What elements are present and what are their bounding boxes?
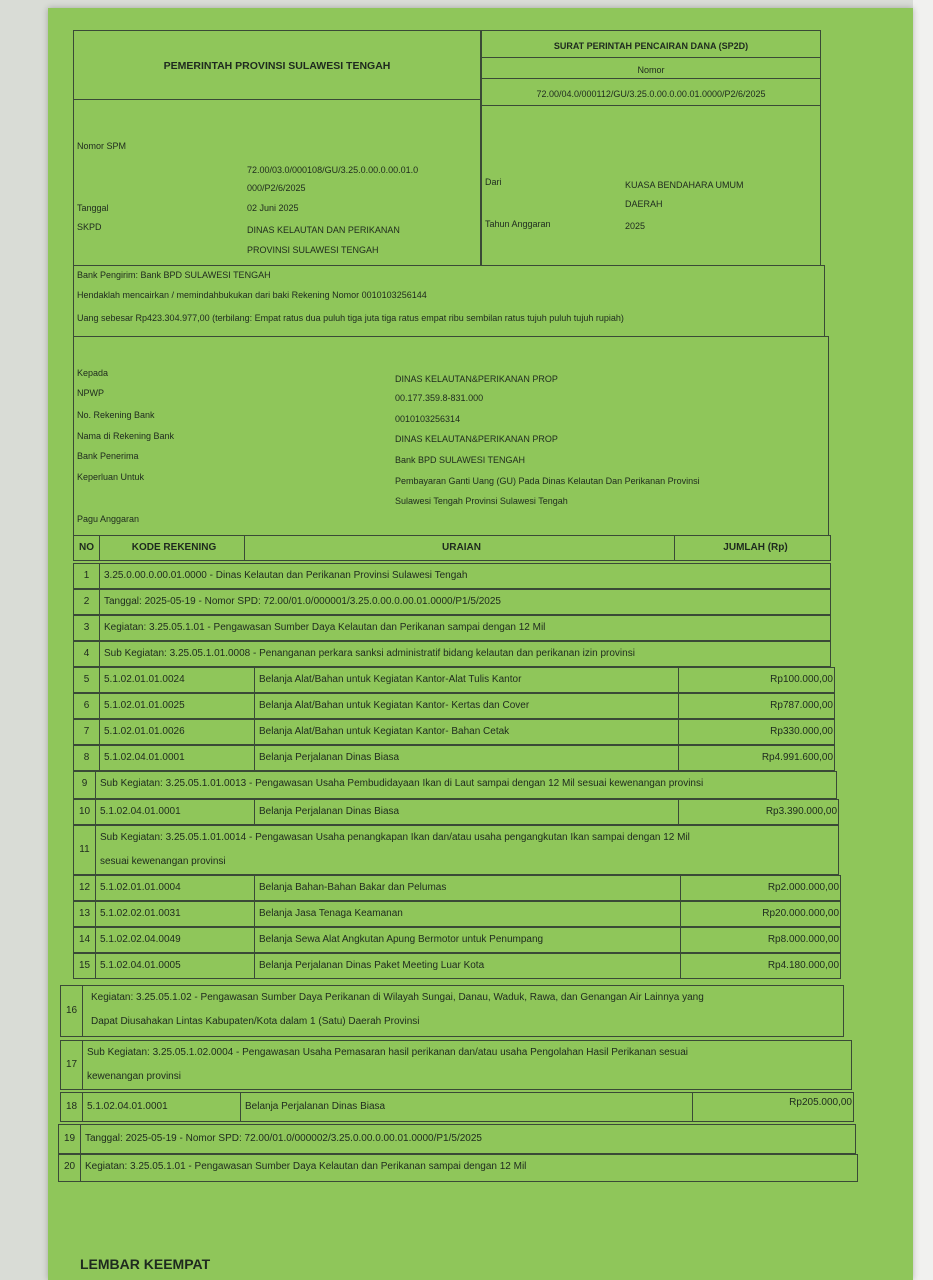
row-text-line1: Sub Kegiatan: 3.25.05.1.02.0004 - Pengawasan Usaha Pemasaran hasil perikanan dan/atau usaha Pengolahan Hasil Perikanan sesuai <box>87 1047 688 1058</box>
row-no: 20 <box>59 1155 81 1181</box>
row-jumlah: Rp2.000.000,00 <box>767 882 839 893</box>
row-uraian: Belanja Alat/Bahan untuk Kegiatan Kantor-Alat Tulis Kantor <box>255 668 679 692</box>
npwp-value: 00.177.359.8-831.000 <box>395 393 484 403</box>
skpd-value-2: PROVINSI SULAWESI TENGAH <box>247 245 379 255</box>
row-no: 10 <box>74 800 96 824</box>
row-text: Kegiatan: 3.25.05.1.01 - Pengawasan Sumber Daya Kelautan dan Perikanan sampai dengan 12 Mil <box>85 1161 527 1172</box>
row-no: 11 <box>74 826 96 874</box>
row-jumlah: Rp4.180.000,00 <box>767 960 839 971</box>
row-uraian: Belanja Perjalanan Dinas Biasa <box>241 1093 693 1121</box>
uang-sebesar: Uang sebesar Rp423.304.977,00 (terbilang: Empat ratus dua puluh tiga juta tiga ratus empat ribu sembilan ratus tujuh puluh tujuh rupiah) <box>77 313 624 323</box>
row-uraian: Belanja Bahan-Bahan Bakar dan Pelumas <box>255 876 681 900</box>
row-jumlah: Rp3.390.000,00 <box>765 806 837 817</box>
row-no: 14 <box>74 928 96 952</box>
row-jumlah: Rp4.991.600,00 <box>761 752 833 763</box>
row-jumlah: Rp787.000,00 <box>770 700 833 711</box>
row-text: Tanggal: 2025-05-19 - Nomor SPD: 72.00/01.0/000001/3.25.0.00.0.00.01.0000/P1/5/2025 <box>104 596 501 607</box>
row-uraian: Belanja Jasa Tenaga Keamanan <box>255 902 681 926</box>
row-kode: 5.1.02.01.01.0026 <box>100 720 255 744</box>
row-kode: 5.1.02.01.01.0025 <box>100 694 255 718</box>
dari-value-1: KUASA BENDAHARA UMUM <box>625 180 744 190</box>
row-no: 13 <box>74 902 96 926</box>
norek-label: No. Rekening Bank <box>77 410 155 420</box>
row-text-line2: kewenangan provinsi <box>87 1071 181 1082</box>
nama-rek-label: Nama di Rekening Bank <box>77 431 175 441</box>
kepada-value: DINAS KELAUTAN&PERIKANAN PROP <box>395 374 558 384</box>
tanggal-value: 02 Juni 2025 <box>247 203 299 213</box>
row-kode: 5.1.02.01.01.0004 <box>96 876 255 900</box>
row-text: Kegiatan: 3.25.05.1.01 - Pengawasan Sumber Daya Kelautan dan Perikanan sampai dengan 12 Mil <box>104 622 546 633</box>
row-kode: 5.1.02.02.01.0031 <box>96 902 255 926</box>
row-uraian: Belanja Alat/Bahan untuk Kegiatan Kantor- Bahan Cetak <box>255 720 679 744</box>
skpd-label: SKPD <box>77 222 102 232</box>
row-no: 16 <box>61 986 83 1036</box>
row-kode: 5.1.02.04.01.0001 <box>100 746 255 770</box>
table-row <box>73 771 837 799</box>
table-row <box>58 1124 856 1154</box>
table-row <box>58 1154 858 1182</box>
row-no: 8 <box>74 746 100 770</box>
tahun-value: 2025 <box>625 221 646 231</box>
table-row <box>73 825 839 875</box>
row-no: 4 <box>74 642 100 666</box>
table-row <box>73 745 835 771</box>
table-row <box>73 615 831 641</box>
row-no: 2 <box>74 590 100 614</box>
dari-value-2: DAERAH <box>625 199 663 209</box>
row-no: 3 <box>74 616 100 640</box>
row-jumlah: Rp8.000.000,00 <box>767 934 839 945</box>
keperluan-label: Keperluan Untuk <box>77 472 145 482</box>
row-kode: 5.1.02.01.01.0024 <box>100 668 255 692</box>
dari-label: Dari <box>485 177 502 187</box>
table-row <box>73 799 839 825</box>
row-no: 12 <box>74 876 96 900</box>
table-row <box>60 1092 854 1122</box>
bank-penerima-value: Bank BPD SULAWESI TENGAH <box>395 455 526 465</box>
pagu-label: Pagu Anggaran <box>77 514 140 524</box>
nomor-spm-value-2: 000/P2/6/2025 <box>247 183 306 193</box>
nomor-spm-value-1: 72.00/03.0/000108/GU/3.25.0.00.0.00.01.0 <box>247 165 419 175</box>
row-uraian: Belanja Sewa Alat Angkutan Apung Bermotor untuk Penumpang <box>255 928 681 952</box>
row-text-line1: Kegiatan: 3.25.05.1.02 - Pengawasan Sumber Daya Perikanan di Wilayah Sungai, Danau, Waduk, Rawa, dan Genangan Air Lainnya yang <box>91 992 704 1003</box>
row-kode: 5.1.02.04.01.0001 <box>83 1093 241 1121</box>
row-kode: 5.1.02.04.01.0005 <box>96 954 255 978</box>
row-no: 1 <box>74 564 100 588</box>
background-edge <box>913 0 933 1280</box>
table-row <box>73 641 831 667</box>
row-no: 18 <box>61 1093 83 1121</box>
gov-title: PEMERINTAH PROVINSI SULAWESI TENGAH <box>163 60 391 72</box>
row-uraian: Belanja Perjalanan Dinas Biasa <box>255 746 679 770</box>
table-row <box>73 693 835 719</box>
col-jumlah: JUMLAH (Rp) <box>723 542 788 553</box>
row-text: 3.25.0.00.0.00.01.0000 - Dinas Kelautan dan Perikanan Provinsi Sulawesi Tengah <box>104 570 468 581</box>
row-jumlah: Rp330.000,00 <box>770 726 833 737</box>
table-row <box>73 875 841 901</box>
nomor-label: Nomor <box>637 65 665 75</box>
table-row <box>73 953 841 979</box>
bank-pengirim: Bank Pengirim: Bank BPD SULAWESI TENGAH <box>77 270 271 280</box>
table-row <box>73 563 831 589</box>
keperluan-value-2: Sulawesi Tengah Provinsi Sulawesi Tengah <box>395 496 568 506</box>
sp2d-title: SURAT PERINTAH PENCAIRAN DANA (SP2D) <box>553 41 749 51</box>
col-kode: KODE REKENING <box>100 536 245 560</box>
skpd-value-1: DINAS KELAUTAN DAN PERIKANAN <box>247 225 400 235</box>
row-text: Tanggal: 2025-05-19 - Nomor SPD: 72.00/01.0/000002/3.25.0.00.0.00.01.0000/P1/5/2025 <box>85 1133 482 1144</box>
row-kode: 5.1.02.02.04.0049 <box>96 928 255 952</box>
row-jumlah: Rp205.000,00 <box>789 1097 852 1108</box>
row-text-line1: Sub Kegiatan: 3.25.05.1.01.0014 - Pengawasan Usaha penangkapan Ikan dan/atau usaha pengangkutan Ikan sampai dengan 12 Mil <box>100 832 690 843</box>
table-row <box>73 901 841 927</box>
bank-instruksi: Hendaklah mencairkan / memindahbukukan dari baki Rekening Nomor 0010103256144 <box>77 290 427 300</box>
table-header <box>73 535 831 561</box>
bank-penerima-label: Bank Penerima <box>77 451 139 461</box>
row-jumlah: Rp100.000,00 <box>770 674 833 685</box>
row-no: 17 <box>61 1041 83 1089</box>
keperluan-value-1: Pembayaran Ganti Uang (GU) Pada Dinas Kelautan Dan Perikanan Provinsi <box>395 476 700 486</box>
row-text-line2: Dapat Diusahakan Lintas Kabupaten/Kota dalam 1 (Satu) Daerah Provinsi <box>91 1016 420 1027</box>
row-no: 19 <box>59 1125 81 1153</box>
row-jumlah: Rp20.000.000,00 <box>762 908 839 919</box>
tanggal-label: Tanggal <box>77 203 109 213</box>
kepada-label: Kepada <box>77 368 109 378</box>
nama-rek-value: DINAS KELAUTAN&PERIKANAN PROP <box>395 434 558 444</box>
tahun-label: Tahun Anggaran <box>485 219 551 229</box>
table-row <box>73 719 835 745</box>
row-no: 9 <box>74 772 96 798</box>
norek-value: 0010103256314 <box>395 414 461 424</box>
row-no: 15 <box>74 954 96 978</box>
nomor-value: 72.00/04.0/000112/GU/3.25.0.00.0.00.01.0000/P2/6/2025 <box>536 89 766 99</box>
row-text: Sub Kegiatan: 3.25.05.1.01.0008 - Penanganan perkara sanksi administratif bidang kelautan dan perikanan izin provinsi <box>104 648 635 659</box>
table-row <box>60 985 844 1037</box>
table-row <box>60 1040 852 1090</box>
table-row <box>73 589 831 615</box>
nomor-spm-label: Nomor SPM <box>77 141 127 151</box>
row-uraian: Belanja Perjalanan Dinas Biasa <box>255 800 679 824</box>
row-no: 7 <box>74 720 100 744</box>
row-kode: 5.1.02.04.01.0001 <box>96 800 255 824</box>
row-uraian: Belanja Alat/Bahan untuk Kegiatan Kantor- Kertas dan Cover <box>255 694 679 718</box>
row-no: 6 <box>74 694 100 718</box>
npwp-label: NPWP <box>77 388 104 398</box>
table-row <box>73 667 835 693</box>
row-text-line2: sesuai kewenangan provinsi <box>100 856 226 867</box>
row-text: Sub Kegiatan: 3.25.05.1.01.0013 - Pengawasan Usaha Pembudidayaan Ikan di Laut sampai dengan 12 Mil sesuai kewenangan provinsi <box>100 778 704 789</box>
row-uraian: Belanja Perjalanan Dinas Paket Meeting Luar Kota <box>255 954 681 978</box>
col-uraian: URAIAN <box>245 536 675 560</box>
lembar-label: LEMBAR KEEMPAT <box>80 1256 211 1272</box>
row-no: 5 <box>74 668 100 692</box>
table-row <box>73 927 841 953</box>
col-no: NO <box>74 536 100 560</box>
